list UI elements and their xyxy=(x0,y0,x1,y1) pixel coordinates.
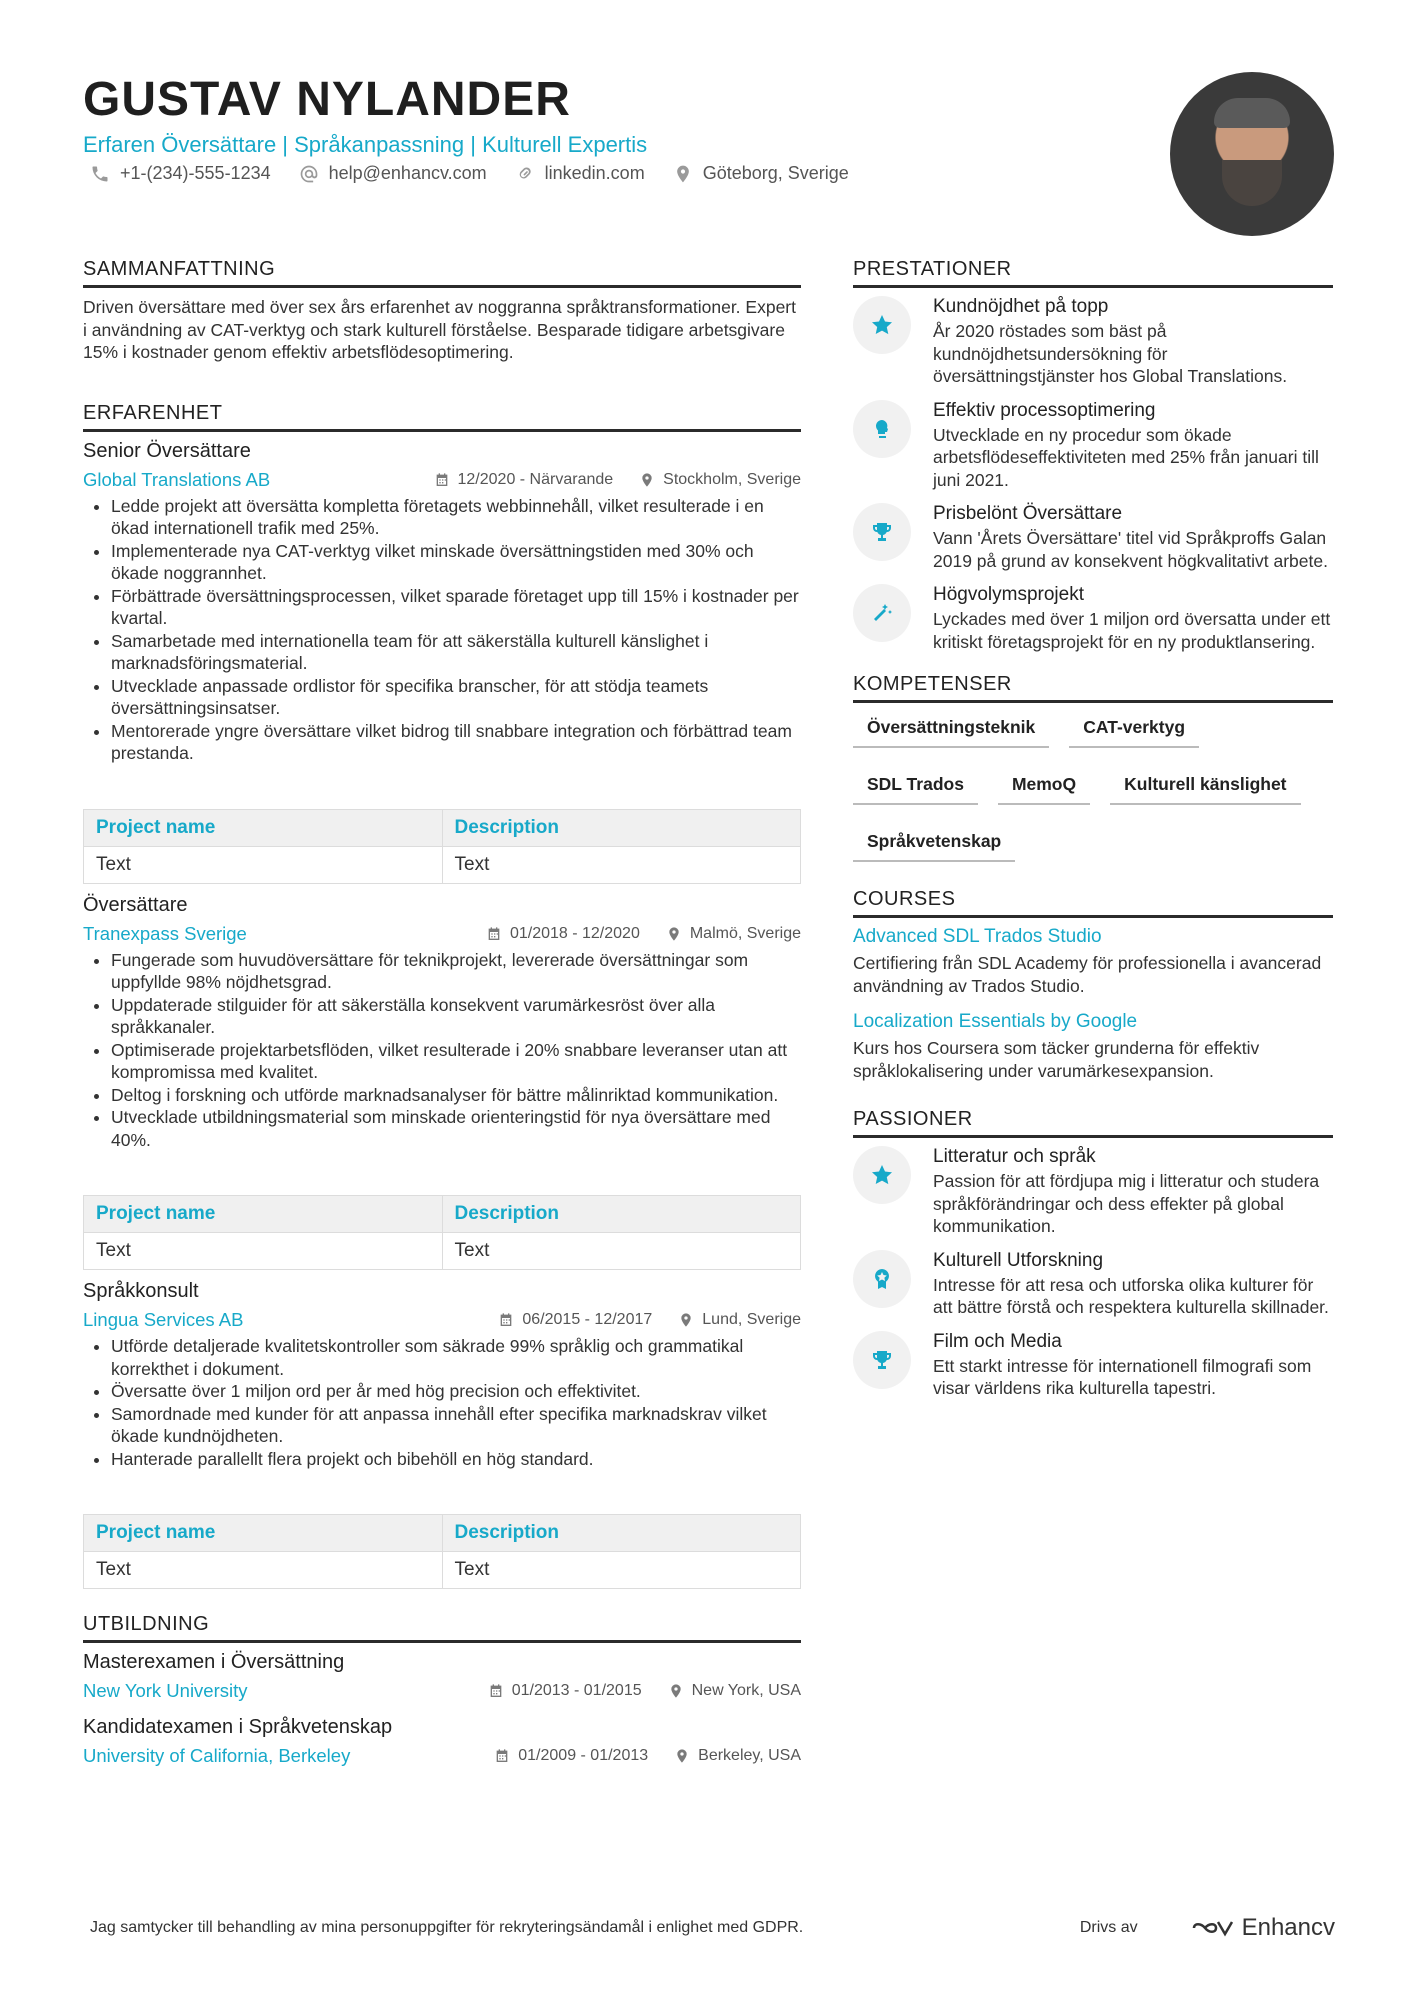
calendar-icon xyxy=(488,1683,504,1699)
project-table xyxy=(83,809,801,884)
brain-icon xyxy=(870,417,894,441)
passions-title: Kulturell Utforskning xyxy=(933,1249,1104,1271)
list-item: • Fungerade som huvudöversättare för teknikprojekt, levererade översättningar som uppfyllde 98% nöjdhetsgrad. xyxy=(111,949,801,994)
list-item: • Översatte över 1 miljon ord per år med hög precision och effektivitet. xyxy=(111,1380,801,1403)
passions-text: Intresse för att resa och utforska olika kulturer för att bättre förstå och respektera kulturella skillnader. xyxy=(933,1274,1329,1317)
job-location-text: Stockholm, Sverige xyxy=(663,470,801,488)
course-entry xyxy=(853,926,1333,997)
star-icon xyxy=(870,1163,894,1187)
job-dates-text: 01/2018 - 12/2020 xyxy=(509,924,640,942)
location-pin-icon xyxy=(673,164,693,184)
enhancv-logo-icon xyxy=(1190,1916,1234,1940)
list-item: • Mentorerade yngre översättare vilket bidrog till snabbare integration och förbättrad team prestanda. xyxy=(111,720,801,765)
location-pin-icon xyxy=(674,1748,690,1764)
enhancv-logo[interactable] xyxy=(1190,1914,1335,1942)
skill-tag: CAT-verktyg xyxy=(1069,713,1199,748)
list-item: • Uppdaterade stilguider för att säkerställa konsekvent varumärkesröst över alla språkkanaler. xyxy=(111,994,801,1039)
list-item: • Utvecklade anpassade ordlistor för specifika branscher, för att stödja teamets översättningsinsatser. xyxy=(111,675,801,720)
calendar-icon xyxy=(486,926,502,942)
passions-title: Litteratur och språk xyxy=(933,1146,1096,1167)
left-column xyxy=(83,258,801,1781)
achievements-title: Effektiv processoptimering xyxy=(933,399,1156,421)
achievements-title: Prisbelönt Översättare xyxy=(933,503,1123,524)
candidate-name: GUSTAV NYLANDER xyxy=(83,73,571,126)
achievements-title: Kundnöjdhet på topp xyxy=(933,296,1109,317)
table-header-description: Description xyxy=(442,1515,801,1552)
passions-item xyxy=(853,1146,1333,1238)
link-icon xyxy=(515,164,535,184)
job-bullets xyxy=(83,1335,801,1470)
project-table xyxy=(83,1514,801,1589)
job-location-text: Lund, Sverige xyxy=(702,1311,801,1328)
contact-phone[interactable] xyxy=(90,163,271,184)
enhancv-brand: Enhancv xyxy=(1241,1914,1335,1941)
table-cell: Text xyxy=(442,846,801,883)
passions-list xyxy=(853,1146,1333,1400)
education-location-text: New York, USA xyxy=(691,1682,801,1699)
footer xyxy=(90,1914,1335,1942)
table-header-project: Project name xyxy=(84,1515,443,1552)
at-icon xyxy=(299,164,319,184)
section-title-skills: KOMPETENSER xyxy=(853,673,1333,703)
section-title-courses: COURSES xyxy=(853,888,1333,918)
course-text: Kurs hos Coursera som täcker grunderna för effektiv språklokalisering under varumärkesexpansion. xyxy=(853,1038,1260,1081)
section-title-achievements: PRESTATIONER xyxy=(853,258,1333,288)
phone-text: +1-(234)-555-1234 xyxy=(120,163,271,183)
contact-location xyxy=(673,163,849,184)
list-item: • Optimiserade projektarbetsflöden, vilket resulterade i 20% snabbare leveranser utan att kompromissa med kvalitet. xyxy=(111,1039,801,1084)
table-row xyxy=(84,1552,801,1589)
list-item: • Utvecklade utbildningsmaterial som minskade orienteringstid för nya översättare med 40%. xyxy=(111,1106,801,1151)
job-dates-text: 06/2015 - 12/2017 xyxy=(522,1311,653,1328)
skill-tag: Kulturell känslighet xyxy=(1110,770,1300,805)
job-entry xyxy=(83,440,801,884)
list-item: • Deltog i forskning och utförde marknadsanalyser för bättre målinriktad kommunikation. xyxy=(111,1084,801,1107)
table-header-project: Project name xyxy=(84,1196,443,1233)
education-location xyxy=(674,1747,801,1765)
star-icon xyxy=(870,313,894,337)
table-header-project: Project name xyxy=(84,809,443,846)
skill-tag: MemoQ xyxy=(998,770,1090,805)
calendar-icon xyxy=(494,1748,510,1764)
job-meta xyxy=(83,1309,801,1331)
job-location xyxy=(678,1311,801,1329)
job-bullets xyxy=(83,949,801,1152)
linkedin-text: linkedin.com xyxy=(544,163,645,183)
summary-text: Driven översättare med över sex års erfarenhet av noggranna språktransformationer. Expert i användning av CAT-verktyg och stark kulturell förståelse. Besparade tidigare arbetsgivare 15% i kostnader genom effektiv arbetsflödesoptimering. xyxy=(83,297,796,362)
job-title: Översättare xyxy=(83,893,188,916)
achievements-item xyxy=(853,503,1333,572)
list-item: • Hanterade parallellt flera projekt och bibehöll en hög standard. xyxy=(111,1448,801,1471)
table-cell: Text xyxy=(84,846,443,883)
job-entry xyxy=(83,1280,801,1589)
achievements-item xyxy=(853,584,1333,653)
email-text: help@enhancv.com xyxy=(328,163,487,183)
education-list xyxy=(83,1651,801,1767)
list-item: • Förbättrade översättningsprocessen, vilket sparade företaget upp till 15% i kostnader per kvartal. xyxy=(111,585,801,630)
school-name[interactable]: New York University xyxy=(83,1680,248,1701)
job-location xyxy=(666,925,801,943)
location-text: Göteborg, Sverige xyxy=(702,163,849,183)
location-pin-icon xyxy=(668,1683,684,1699)
job-bullets xyxy=(83,495,801,765)
trophy-icon xyxy=(870,520,894,544)
achievements-text: År 2020 röstades som bäst på kundnöjdhetsundersökning för översättningstjänster hos Global Translations. xyxy=(933,321,1288,386)
job-dates xyxy=(486,925,640,943)
list-item: • Samarbetade med internationella team för att säkerställa kulturell känslighet i marknadsföringsmaterial. xyxy=(111,630,801,675)
degree-title: Kandidatexamen i Språkvetenskap xyxy=(83,1716,393,1738)
experience-list xyxy=(83,440,801,1590)
achievements-title: Högvolymsprojekt xyxy=(933,584,1084,605)
skill-tag: Språkvetenskap xyxy=(853,827,1015,862)
passions-title: Film och Media xyxy=(933,1330,1062,1352)
phone-icon xyxy=(90,164,110,184)
company-name[interactable]: Global Translations AB xyxy=(83,468,271,490)
achievements-text: Vann 'Årets Översättare' titel vid Språkproffs Galan 2019 på grund av konsekvent högkvalitativt arbete. xyxy=(933,528,1328,571)
section-title-summary: SAMMANFATTNING xyxy=(83,258,801,288)
job-location xyxy=(639,471,801,489)
project-table xyxy=(83,1195,801,1270)
education-dates xyxy=(488,1682,642,1700)
table-cell: Text xyxy=(442,1552,801,1589)
job-meta xyxy=(83,469,801,491)
job-meta xyxy=(83,923,801,945)
company-name[interactable]: Tranexpass Sverige xyxy=(83,922,247,944)
job-title: Senior Översättare xyxy=(83,439,251,462)
section-title-experience: ERFARENHET xyxy=(83,402,801,432)
skills-list xyxy=(853,713,1333,862)
candidate-headline: Erfaren Översättare | Språkanpassning | Kulturell Expertis xyxy=(83,132,648,157)
education-dates xyxy=(494,1747,648,1765)
list-item: • Samordnade med kunder för att anpassa innehåll efter specifika marknadskrav vilket ökade kundnöjdheten. xyxy=(111,1403,801,1448)
degree-title: Masterexamen i Översättning xyxy=(83,1651,345,1673)
job-dates-text: 12/2020 - Närvarande xyxy=(457,470,614,488)
right-column xyxy=(853,258,1333,1412)
location-pin-icon xyxy=(678,1312,694,1328)
passions-text: Passion för att fördjupa mig i litteratur och studera språkförändringar och dess effekter på global kommunikation. xyxy=(933,1171,1320,1236)
achievements-item xyxy=(853,400,1333,492)
course-entry xyxy=(853,1011,1333,1082)
gdpr-consent: Jag samtycker till behandling av mina personuppgifter för rekryteringsändamål i enlighet med GDPR. xyxy=(90,1919,804,1936)
course-title[interactable]: Advanced SDL Trados Studio xyxy=(853,926,1102,947)
course-title[interactable]: Localization Essentials by Google xyxy=(853,1011,1138,1032)
achievements-list xyxy=(853,296,1333,653)
table-cell: Text xyxy=(442,1233,801,1270)
skill-tag: SDL Trados xyxy=(853,770,978,805)
calendar-icon xyxy=(434,472,450,488)
education-entry xyxy=(83,1651,801,1702)
achievements-text: Utvecklade en ny procedur som ökade arbetsflödeseffektiviteten med 25% från januari till juni 2021. xyxy=(933,424,1319,490)
table-row xyxy=(84,846,801,883)
list-item: • Ledde projekt att översätta kompletta företagets webbinnehåll, vilket resulterade i en ökad internationell trafik med 25%. xyxy=(111,495,801,540)
table-header-description: Description xyxy=(442,809,801,846)
table-cell: Text xyxy=(84,1552,443,1589)
passions-text: Ett starkt intresse för internationell filmografi som visar världens rika kulturella tapestri. xyxy=(933,1355,1312,1398)
section-title-education: UTBILDNING xyxy=(83,1613,801,1643)
passions-item xyxy=(853,1250,1333,1319)
calendar-icon xyxy=(498,1312,514,1328)
job-entry xyxy=(83,894,801,1271)
powered-by-label: Drivs av xyxy=(1079,1919,1138,1936)
education-location-text: Berkeley, USA xyxy=(698,1747,801,1764)
job-dates xyxy=(434,471,614,489)
table-row xyxy=(84,1233,801,1270)
education-entry xyxy=(83,1716,801,1767)
course-text: Certifiering från SDL Academy för professionella i avancerad användning av Trados Studio. xyxy=(853,953,1322,996)
location-pin-icon xyxy=(666,926,682,942)
job-dates xyxy=(498,1311,652,1329)
table-header-description: Description xyxy=(442,1196,801,1233)
list-item: • Implementerade nya CAT-verktyg vilket minskade översättningstiden med 30% och ökade noggrannhet. xyxy=(111,540,801,585)
job-title: Språkkonsult xyxy=(83,1280,199,1302)
skill-tag: Översättningsteknik xyxy=(853,713,1049,748)
avatar xyxy=(1170,72,1334,236)
medal-icon xyxy=(870,1267,894,1291)
achievements-item xyxy=(853,296,1333,388)
achievements-text: Lyckades med över 1 miljon ord översatta under ett kritiskt företagsprojekt för en ny produktlansering. xyxy=(933,609,1331,652)
list-item: • Utförde detaljerade kvalitetskontroller som säkrade 99% språklig och grammatikal korrekthet i dokument. xyxy=(111,1335,801,1380)
contact-email[interactable] xyxy=(299,163,487,184)
contact-info xyxy=(90,163,849,184)
section-title-passions: PASSIONER xyxy=(853,1108,1333,1138)
location-pin-icon xyxy=(639,472,655,488)
contact-linkedin[interactable] xyxy=(515,163,645,184)
job-location-text: Malmö, Sverige xyxy=(689,924,801,942)
table-cell: Text xyxy=(84,1233,443,1270)
education-dates-text: 01/2009 - 01/2013 xyxy=(518,1747,649,1764)
education-location xyxy=(668,1682,801,1700)
education-dates-text: 01/2013 - 01/2015 xyxy=(511,1682,642,1699)
courses-list xyxy=(853,926,1333,1082)
wand-icon xyxy=(870,601,894,625)
school-name[interactable]: University of California, Berkeley xyxy=(83,1745,351,1766)
company-name[interactable]: Lingua Services AB xyxy=(83,1309,244,1330)
passions-item xyxy=(853,1331,1333,1400)
trophy-icon xyxy=(870,1348,894,1372)
